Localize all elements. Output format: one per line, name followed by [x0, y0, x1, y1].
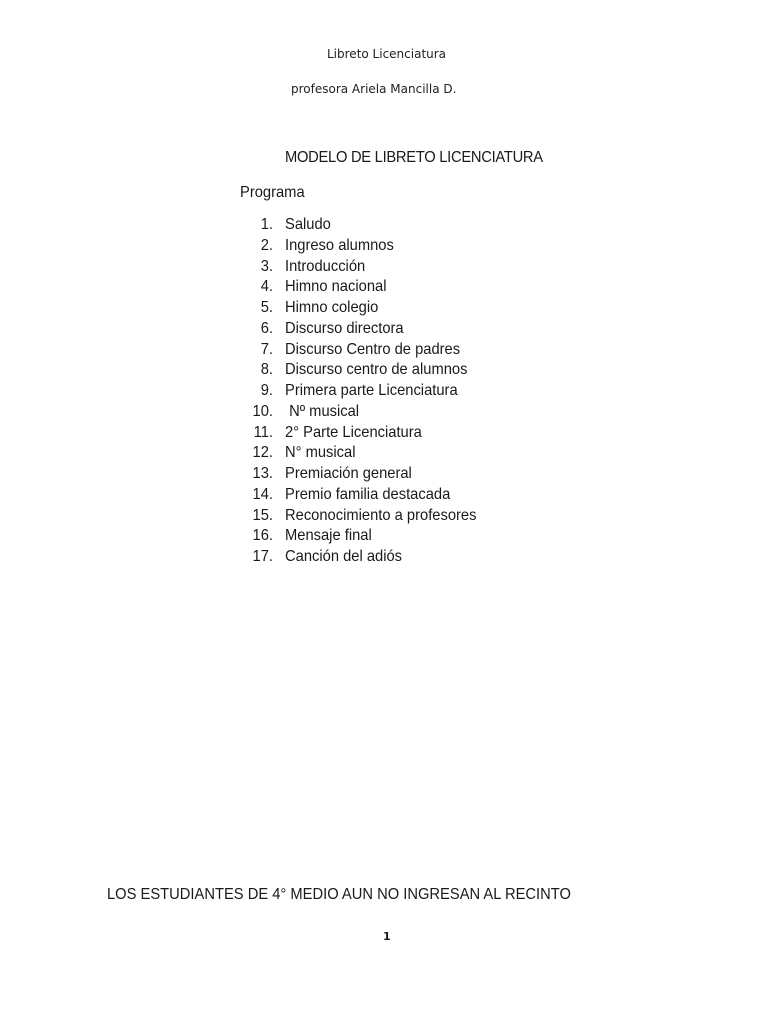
- list-item: [232, 277, 387, 298]
- program-heading: Programa: [240, 184, 305, 201]
- item-number: 7.: [260, 340, 273, 358]
- item-number: 3.: [260, 257, 273, 275]
- item-text: Saludo: [285, 216, 331, 233]
- list-item: [232, 257, 366, 278]
- item-number: 9.: [260, 382, 273, 399]
- list-item: [232, 298, 379, 319]
- header-title: Libreto Licenciatura: [327, 47, 447, 61]
- list-item: [232, 360, 468, 381]
- list-item: [232, 485, 451, 506]
- item-text: Reconocimiento a profesores: [285, 506, 477, 524]
- item-number: 4.: [260, 278, 273, 296]
- item-text: N° musical: [285, 444, 356, 462]
- list-item: [232, 381, 458, 402]
- list-item: [232, 423, 422, 444]
- item-number: 10.: [252, 402, 273, 420]
- item-text: Premiación general: [285, 465, 412, 482]
- list-item: [232, 547, 403, 568]
- program-list: [232, 215, 477, 568]
- item-text: Himno colegio: [285, 299, 379, 316]
- item-number: 1.: [260, 216, 273, 233]
- item-text: Nº musical: [285, 402, 360, 420]
- item-number: 12.: [252, 444, 273, 462]
- item-text: Canción del adiós: [285, 548, 403, 565]
- item-text: 2° Parte Licenciatura: [285, 423, 422, 441]
- item-text: Mensaje final: [285, 527, 372, 545]
- item-text: Introducción: [285, 257, 366, 275]
- list-item: [232, 236, 394, 257]
- item-number: 5.: [260, 299, 273, 316]
- item-number: 6.: [260, 319, 273, 337]
- item-number: 2.: [260, 236, 273, 254]
- item-number: 13.: [252, 465, 273, 482]
- list-item: [232, 402, 360, 423]
- list-item: [232, 464, 412, 485]
- item-number: 15.: [252, 506, 273, 524]
- item-number: 16.: [252, 527, 273, 545]
- item-number: 17.: [252, 548, 273, 565]
- item-number: 14.: [252, 485, 273, 503]
- header-author: profesora Ariela Mancilla D.: [291, 82, 457, 96]
- list-item: [232, 506, 477, 527]
- list-item: [232, 215, 331, 236]
- page-number: 1: [383, 930, 391, 943]
- item-text: Premio familia destacada: [285, 485, 451, 503]
- list-item: [232, 319, 404, 340]
- item-text: Himno nacional: [285, 278, 387, 296]
- list-item: [232, 526, 372, 547]
- item-number: 8.: [260, 361, 273, 379]
- list-item: [232, 443, 356, 464]
- item-text: Discurso centro de alumnos: [285, 361, 468, 379]
- document-title: MODELO DE LIBRETO LICENCIATURA: [285, 149, 543, 166]
- item-number: 11.: [253, 423, 273, 441]
- list-item: [232, 340, 461, 361]
- item-text: Primera parte Licenciatura: [285, 382, 458, 399]
- item-text: Discurso directora: [285, 319, 404, 337]
- item-text: Discurso Centro de padres: [285, 340, 461, 358]
- students-note: LOS ESTUDIANTES DE 4° MEDIO AUN NO INGRESAN AL RECINTO: [107, 886, 571, 903]
- item-text: Ingreso alumnos: [285, 236, 394, 254]
